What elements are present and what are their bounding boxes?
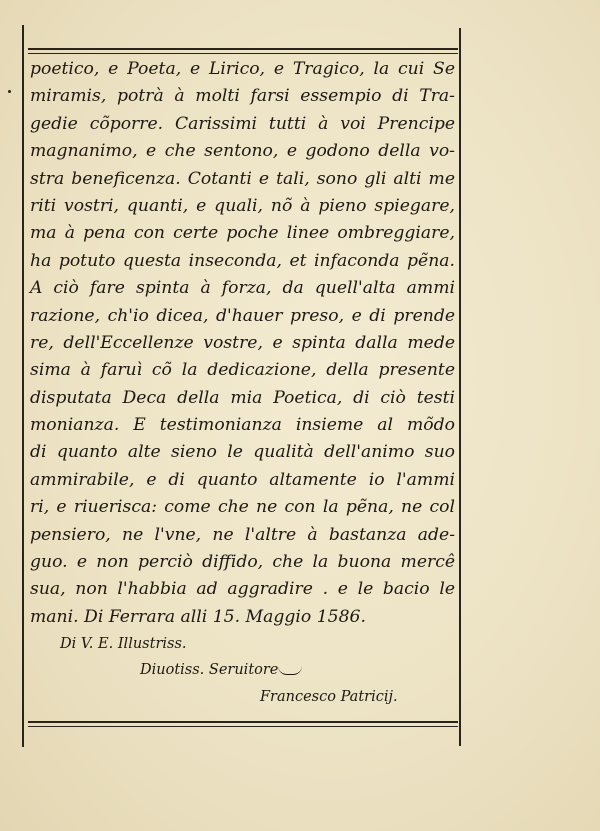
- frame-right-border: [459, 28, 461, 746]
- text-line: ri, e riuerisca: come che ne con la pẽna, ne col: [30, 497, 455, 518]
- signature-salutation: Di V. E. Illustriss.: [60, 636, 187, 652]
- text-line: miramis, potrà à molti farsi essempio di Tra-: [30, 86, 455, 107]
- text-line: pensiero, ne l'vne, ne l'altre à bastanza ade-: [30, 524, 455, 545]
- signature-servant-text: Diuotiss. Seruitore: [140, 662, 279, 678]
- signature-servant: [140, 662, 302, 678]
- text-line-dateline: mani. Di Ferrara alli 15. Maggio 1586.: [30, 606, 366, 627]
- top-rule-thin: [28, 53, 458, 54]
- text-line: sua, non l'habbia ad aggradire . e le bacio le: [30, 579, 455, 600]
- text-line: re, dell'Eccellenze vostre, e spinta dalla mede: [30, 332, 455, 353]
- text-line: A ciò fare spinta à forza, da quell'alta ammi: [30, 278, 455, 299]
- text-line: gedie cõporre. Carissimi tutti à voi Prencipe: [30, 113, 455, 134]
- top-rule: [28, 48, 458, 50]
- text-line: stra beneficenza. Cotanti e tali, sono gli alti me: [30, 168, 455, 189]
- text-line: riti vostri, quanti, e quali, nõ à pieno spiegare,: [30, 195, 455, 216]
- dedication-text: [30, 56, 455, 631]
- text-line: ha potuto questa inseconda, et infaconda pẽna.: [30, 250, 455, 271]
- text-line: sima à faruì cõ la dedicazione, della presente: [30, 360, 455, 381]
- text-line: disputata Deca della mia Poetica, di ciò testi: [30, 387, 455, 408]
- signature-author: Francesco Patricij.: [260, 689, 398, 705]
- text-line: poetico, e Poeta, e Lirico, e Tragico, la cui Se: [30, 59, 455, 79]
- text-line: ma à pena con certe poche linee ombreggiare,: [30, 223, 455, 244]
- text-line: magnanimo, e che sentono, e godono della vo-: [30, 141, 455, 162]
- frame-left-border: [22, 25, 24, 747]
- margin-mark: [8, 90, 11, 93]
- text-line: monianza. E testimonianza insieme al mõdo: [30, 415, 455, 436]
- text-line: ammirabile, e di quanto altamente io l'ammi: [30, 469, 455, 490]
- text-line: razione, ch'io dicea, d'hauer preso, e di prende: [30, 305, 455, 326]
- text-line: guo. e non perciò diffido, che la buona mercê: [30, 552, 455, 573]
- text-line: di quanto alte sieno le qualità dell'animo suo: [30, 442, 455, 463]
- flourish-ornament: [278, 666, 302, 675]
- bottom-rule-thin: [28, 726, 458, 727]
- bottom-rule: [28, 721, 458, 723]
